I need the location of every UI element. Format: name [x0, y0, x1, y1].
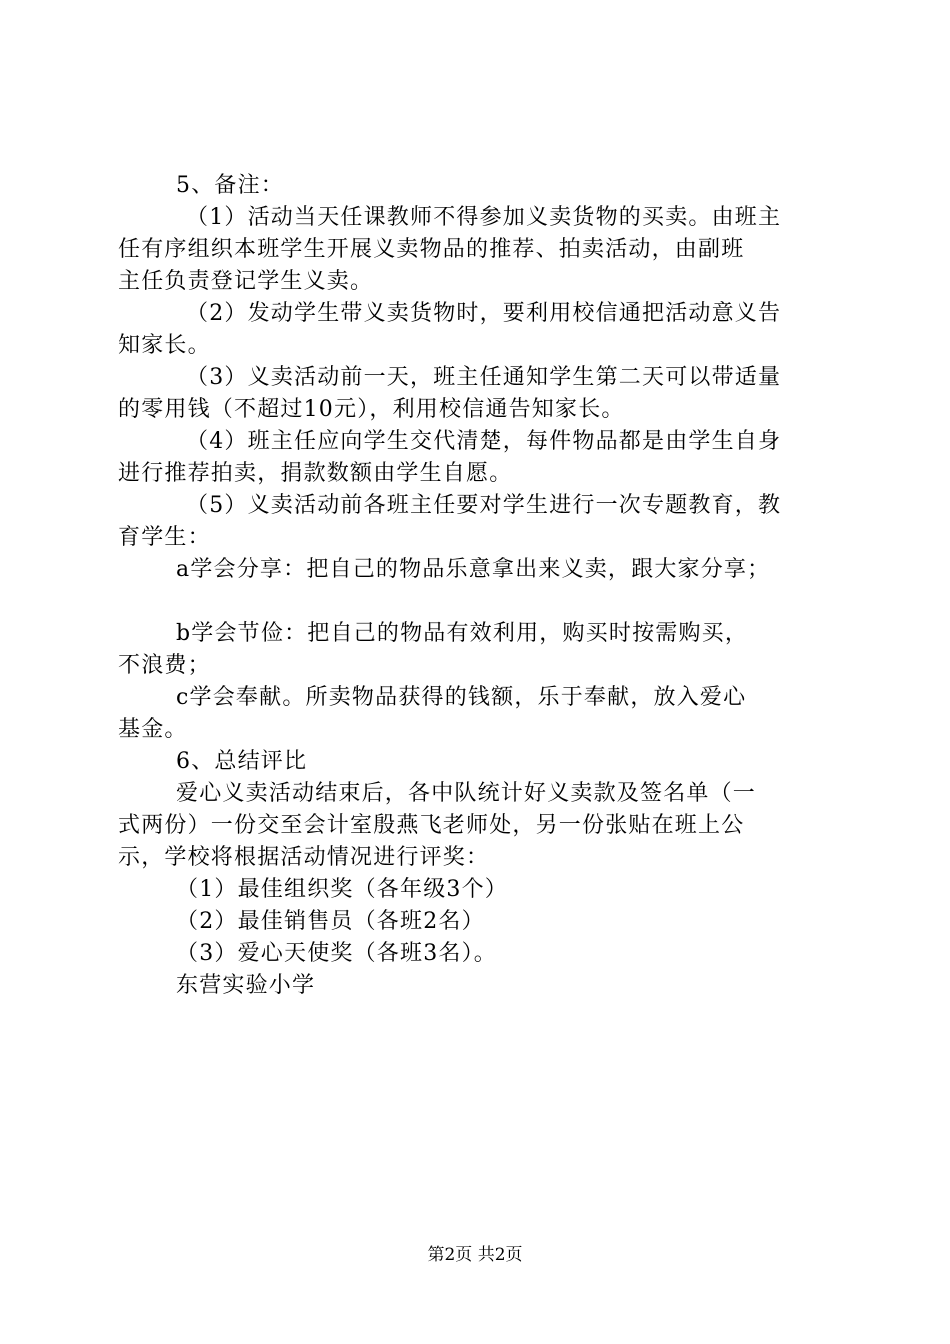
- award-item: （3）爱心天使奖（各班3名）。: [176, 941, 497, 966]
- text-line: 任有序组织本班学生开展义卖物品的推荐、拍卖活动，由副班: [118, 237, 745, 262]
- page-footer: [0, 1244, 950, 1266]
- document-body: [118, 170, 830, 1002]
- text-line: 不浪费；: [118, 653, 211, 678]
- award-item: （1）最佳组织奖（各年级3个）: [176, 877, 508, 902]
- text-line: a学会分享：把自己的物品乐意拿出来义卖，跟大家分享；: [176, 557, 771, 582]
- text-line: （1）活动当天任课教师不得参加义卖货物的买卖。由班主: [186, 205, 782, 230]
- section-heading: 6、总结评比: [176, 749, 308, 774]
- text-line: 的零用钱（不超过10元），利用校信通告知家长。: [118, 397, 625, 422]
- text-line: 主任负责登记学生义卖。: [118, 269, 374, 294]
- text-line: （5）义卖活动前各班主任要对学生进行一次专题教育，教: [186, 493, 782, 518]
- text-line: 示，学校将根据活动情况进行评奖：: [118, 845, 490, 870]
- text-line: 基金。: [118, 717, 188, 742]
- text-line: 5、备注：: [176, 173, 284, 198]
- award-item: （2）最佳销售员（各班2名）: [176, 909, 485, 934]
- text-line: 知家长。: [118, 333, 211, 358]
- blank-line: [118, 586, 830, 618]
- text-line: 式两份）一份交至会计室殷燕飞老师处，另一份张贴在班上公: [118, 813, 745, 838]
- text-line: c学会奉献。所卖物品获得的钱额，乐于奉献，放入爱心: [176, 685, 747, 710]
- text-line: （2）发动学生带义卖货物时，要利用校信通把活动意义告: [186, 301, 782, 326]
- text-line: 育学生：: [118, 525, 211, 550]
- page-number-label: 第2页 共2页: [427, 1245, 523, 1265]
- text-line: b学会节俭：把自己的物品有效利用，购买时按需购买，: [176, 621, 749, 646]
- text-line: （4）班主任应向学生交代清楚，每件物品都是由学生自身: [186, 429, 782, 454]
- text-line: （3）义卖活动前一天，班主任通知学生第二天可以带适量: [186, 365, 782, 390]
- text-line: 爱心义卖活动结束后，各中队统计好义卖款及签名单（一: [176, 781, 757, 806]
- text-line: 进行推荐拍卖，捐款数额由学生自愿。: [118, 461, 513, 486]
- signature-school-name: 东营实验小学: [176, 973, 316, 998]
